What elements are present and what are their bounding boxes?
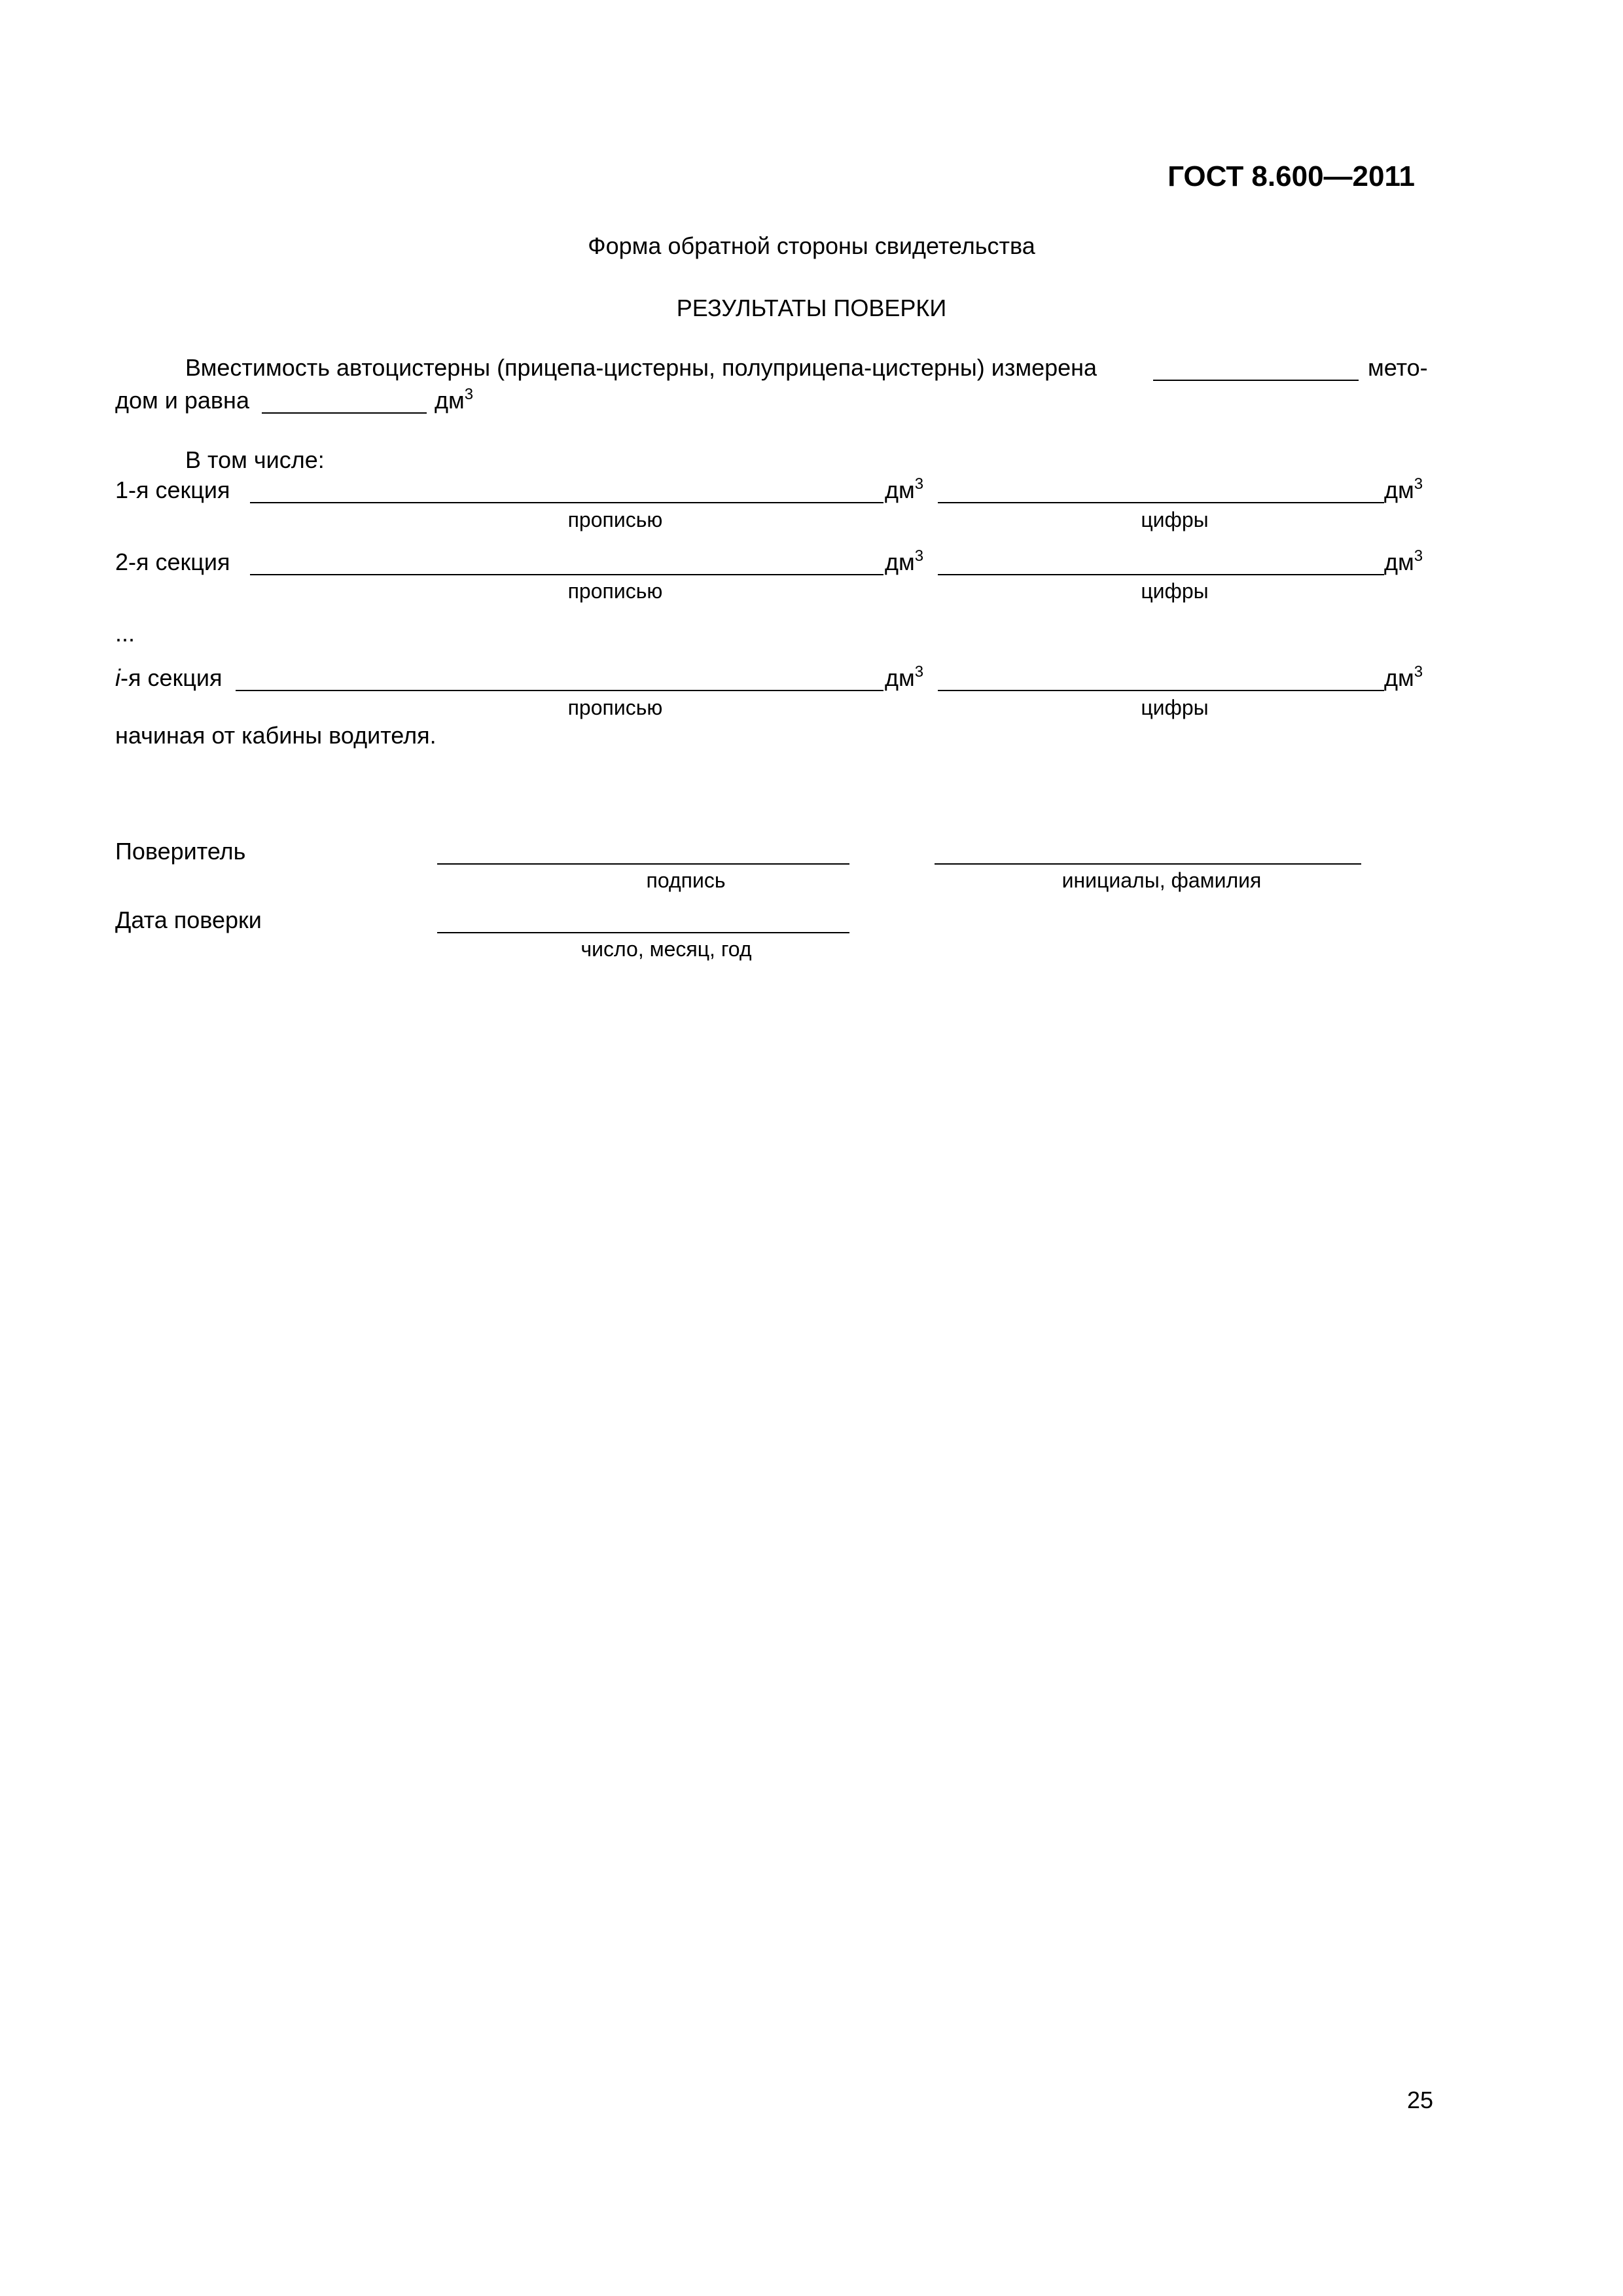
- form-title: Форма обратной стороны свидетельства: [588, 232, 1035, 259]
- section-2-digits-field[interactable]: [938, 574, 1384, 575]
- section-1-digits-caption: цифры: [1141, 508, 1209, 531]
- section-2-digits-unit: [1384, 547, 1423, 575]
- unit-power: 3: [1414, 663, 1423, 681]
- verifier-name-field[interactable]: [935, 863, 1361, 865]
- section-i-digits-unit: [1384, 663, 1423, 691]
- section-2-label: [115, 550, 230, 574]
- section-index-letter: i: [115, 664, 120, 691]
- section-1-words-caption: прописью: [567, 508, 663, 531]
- verification-date-label: Дата поверки: [115, 906, 262, 933]
- capacity-text-line2: дом и равна: [115, 387, 249, 414]
- capacity-text-line1: Вместимость автоцистерны (прицепа-цистерны, полуприцепа-цистерны) измерена: [185, 354, 1097, 381]
- unit-text: дм: [1384, 664, 1414, 691]
- section-2-words-field[interactable]: [250, 574, 883, 575]
- unit-power: 3: [464, 386, 474, 403]
- section-1-words-unit: [885, 475, 924, 503]
- section-1-digits-unit: [1384, 475, 1423, 503]
- capacity-text-method-end: мето-: [1368, 354, 1428, 381]
- section-2-words-unit: [885, 547, 924, 575]
- unit-power: 3: [914, 547, 924, 565]
- document-number: ГОСТ 8.600—2011: [1168, 160, 1415, 192]
- section-label-text: 1-я секция: [115, 476, 230, 503]
- method-field[interactable]: [1153, 380, 1359, 381]
- unit-text: дм: [885, 476, 915, 503]
- capacity-unit: [435, 386, 474, 414]
- section-i-words-field[interactable]: [236, 690, 883, 691]
- unit-text: дм: [885, 548, 915, 575]
- unit-power: 3: [1414, 475, 1423, 493]
- from-cabin-note: начиная от кабины водителя.: [115, 722, 437, 749]
- section-1-words-field[interactable]: [250, 502, 883, 503]
- unit-text: дм: [1384, 476, 1414, 503]
- page-number: 25: [1406, 2087, 1433, 2113]
- name-caption: инициалы, фамилия: [1061, 869, 1262, 892]
- sections-ellipsis: ...: [115, 620, 135, 647]
- section-i-digits-field[interactable]: [938, 690, 1384, 691]
- section-2-words-caption: прописью: [567, 579, 663, 603]
- section-2-digits-caption: цифры: [1141, 579, 1209, 603]
- date-caption: число, месяц, год: [580, 937, 752, 961]
- signature-caption: подпись: [646, 869, 726, 892]
- results-heading: РЕЗУЛЬТАТЫ ПОВЕРКИ: [676, 295, 947, 321]
- unit-power: 3: [914, 475, 924, 493]
- including-label: В том числе:: [185, 446, 325, 473]
- verifier-label: Поверитель: [115, 838, 246, 865]
- unit-text: дм: [435, 387, 465, 414]
- unit-text: дм: [1384, 548, 1414, 575]
- unit-power: 3: [1414, 547, 1423, 565]
- section-1-label: [115, 478, 230, 502]
- section-label-text: -я секция: [120, 664, 223, 691]
- capacity-value-field[interactable]: [262, 412, 427, 414]
- section-i-words-unit: [885, 663, 924, 691]
- verifier-signature-field[interactable]: [437, 863, 849, 865]
- verification-date-field[interactable]: [437, 932, 849, 933]
- section-label-text: 2-я секция: [115, 548, 230, 575]
- unit-power: 3: [914, 663, 924, 681]
- section-i-digits-caption: цифры: [1141, 696, 1209, 719]
- section-i-words-caption: прописью: [567, 696, 663, 719]
- unit-text: дм: [885, 664, 915, 691]
- section-1-digits-field[interactable]: [938, 502, 1384, 503]
- section-i-label: [115, 666, 222, 690]
